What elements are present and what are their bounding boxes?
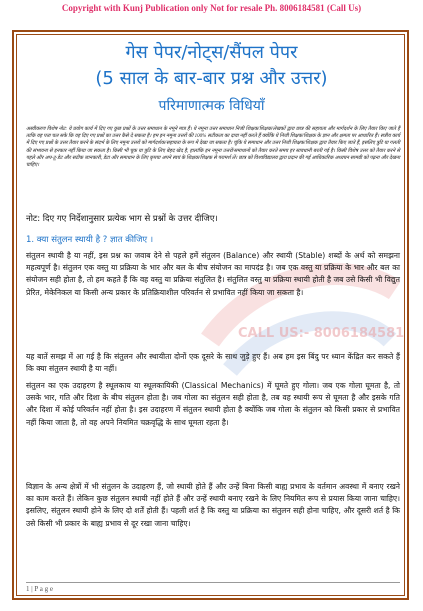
title-line-2: (5 साल के बार-बार प्रश्न और उत्तर) (95, 68, 328, 89)
answer-paragraph: विज्ञान के अन्य क्षेत्रों में भी संतुलन के उदाहरण हैं, जो स्थायी होते हैं और उन्हें बिना किसी बाह्य प्रभाव के वर्तमान अवस्था में बनाए रखने का काम करते हैं। लेकिन कुछ संतुलन स्थायी नहीं होते हैं और उन्हें स्थायी बनाए रखने के लिए नियमित रूप से प्रयास किया जाना चाहिए। इसलिए, संतुलन स्थायी होने के लिए दो शर्तें होती हैं। पहली शर्त है कि वस्तु या प्रक्रिया का संतुलन सही होना चाहिए, और दूसरी शर्त है कि उसे किसी भी प्रकार के बाह्य प्रभाव से दूर रखा जाना चाहिए। (26, 482, 400, 528)
watermark-call-text: CALL US:- 8006184581 (238, 326, 405, 341)
copyright-header: Copyright with Kunj Publication only Not for resale Ph. 8006184581 (Call Us) (61, 3, 362, 13)
answer-paragraph: यह बातें समझ में आ गई है कि संतुलन और स्थायीता दोनों एक दूसरे के साथ जुड़े हुए हैं। अब हम इस बिंदु पर ध्यान केंद्रित कर सकते हैं कि क्या संतुलन स्थायी है या नहीं। (26, 352, 400, 374)
answer-paragraph: संतुलन स्थायी है या नहीं, इस प्रश्न का जवाब देने से पहले हमें संतुलन (Balance) और स्थायी (Stable) शब्दों के अर्थ को समझना महत्वपूर्ण है। संतुलन एक वस्तु या प्रक्रिया के भार और बल के बीच संयोजन का मापदंड है। जब एक वस्तु या प्रक्रिया के भार और बल का संयोजन सही होता है, तो हम कहते हैं कि वह वस्तु या प्रक्रिया संतुलित है। संतुलित वस्तु या प्रक्रिया स्थायी होती है जब उसे किसी भी विद्युत प्रेरित, मेकेनिकल या किसी अन्य प्रकार के प्रतिक्रियाशील परिवर्तन से प्रभावित नहीं किया जा सकता है। (26, 251, 400, 297)
question-heading: 1. क्या संतुलन स्थायी है ? ज्ञात कीजिए । (26, 235, 154, 245)
disclaimer-text: अस्वीकरण विशेष नोट: ये प्रयोग कार्य में दिए गए कुछ प्रश्नों के उत्तर समाधान के नमूने मात्र हैं। ये नमूना उत्तर समाधान निजी शिक्षक/शिक्षक/लेखकों द्वारा छात्र की सहायता और मार्गदर्शन के लिए तैयार किए जाते हैं ताकि यह पता चल सके कि वह दिए गए प्रश्नों का उत्तर कैसे दे सकता है। हम इन नमूना उत्तरों की 100% सटीकता का दावा नहीं करते हैं क्योंकि ये निजी शिक्षक/शिक्षक के ज्ञान और क्षमता पर आधारित हैं। सत्रीय कार्य में दिए गए प्रश्नों के उत्तर तैयार करने के संदर्भ के लिए नमूना उत्तरों को मार्गदर्शक/सहायता के रूप में देखा जा सकता है। चूंकि ये समाधान और उत्तर निजी शिक्षक/शिक्षक द्वारा तैयार किए जाते हैं, इसलिए त्रुटि या गलती की संभावना से इनकार नहीं किया जा सकता है। किसी भी चूक या त्रुटि के लिए बेहद खेद है, हालांकि इन नमूना उत्तरों/समाधानों को तैयार करते समय हर सावधानी बरती गई है। किसी विशेष उत्तर को तैयार करने से पहले और अप-टू-डेट और सटीक जानकारी, डेटा और समाधान के लिए कृपया अपने स्वयं के शिक्षक/शिक्षक से परामर्श लें। छात्र को विश्वविद्यालय द्वारा प्रदान की गई आधिकारिक अध्ययन सामग्री को पढ़ना और देखना चाहिए। (26, 127, 400, 169)
instruction-note: नोट: दिए गए निर्देशानुसार प्रत्येक भाग से प्रश्नों के उत्तर दीजिए। (26, 214, 218, 224)
answer-paragraph: संतुलन का एक उदाहरण है स्थूलकाय या स्थूलकायिकी (Classical Mechanics) में घूमते हुए गोला। जब एक गोला घूमता है, तो उसके भार, गति और दिशा के बीच संतुलन होता है। जब गोला का संतुलन सही होता है, तब वह स्थायी रूप से घूमता है और इसके गति और दिशा में कोई परिवर्तन नहीं होता है। इस उदाहरण में संतुलन स्थायी होता है क्योंकि जब गोला के संतुलन को किसी प्रकार से प्रभावित नहीं किया जाता है, तो वह अपने नियमित चक्रवृद्धि के साथ घूमता रहता है। (26, 381, 400, 427)
page-footer: 1 | P a g e (26, 582, 400, 593)
title-line-1: गेस पेपर/नोट्स/सैंपल पेपर (125, 42, 298, 63)
subject-subtitle: परिमाणात्मक विधियाँ (158, 98, 265, 114)
